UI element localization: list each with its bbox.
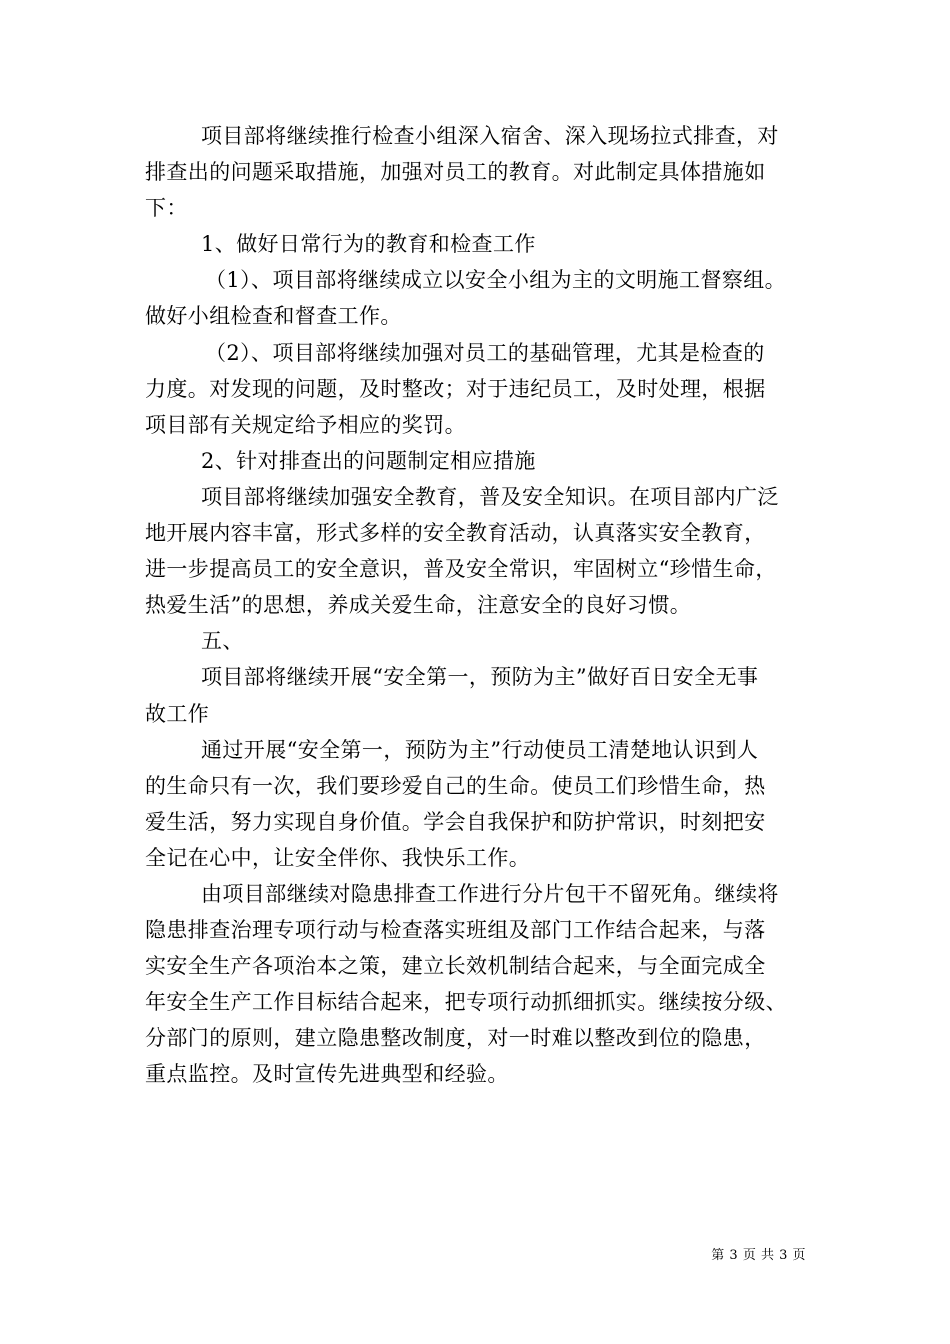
text-line: 项目部将继续加强安全教育，普及安全知识。在项目部内广泛 xyxy=(201,484,779,509)
text-line: 的生命只有一次，我们要珍爱自己的生命。使员工们珍惜生命，热 xyxy=(145,773,766,798)
text-line: 进一步提高员工的安全意识，普及安全常识，牢固树立“珍惜生命， xyxy=(145,557,777,582)
text-line: 项目部将继续开展“安全第一，预防为主”做好百日安全无事 xyxy=(201,665,759,690)
text-line: 项目部将继续推行检查小组深入宿舍、深入现场拉式排查，对 xyxy=(201,124,779,148)
paragraph-safety-first xyxy=(145,659,815,731)
text-line: 1、做好日常行为的教育和检查工作 xyxy=(201,232,536,257)
text-line: 做好小组检查和督查工作。 xyxy=(145,304,402,329)
section-heading-2 xyxy=(145,443,815,479)
text-line: 重点监控。及时宣传先进典型和经验。 xyxy=(145,1062,509,1087)
section-heading-1 xyxy=(145,226,815,262)
paragraph-intro xyxy=(145,118,815,226)
page-number-footer: 第 3 页 共 3 页 xyxy=(711,1248,806,1263)
text-line: 隐患排查治理专项行动与检查落实班组及部门工作结合起来，与落 xyxy=(145,918,766,943)
text-line: 力度。对发现的问题，及时整改；对于违纪员工，及时处理，根据 xyxy=(145,376,766,401)
text-line: 排查出的问题采取措施，加强对员工的教育。对此制定具体措施如 xyxy=(145,160,766,185)
text-line: 分部门的原则，建立隐患整改制度，对一时难以整改到位的隐患， xyxy=(145,1026,766,1051)
text-line: 项目部有关规定给予相应的奖罚。 xyxy=(145,412,466,437)
text-line: 年安全生产工作目标结合起来，把专项行动抓细抓实。继续按分级、 xyxy=(145,990,787,1015)
text-line: 通过开展“安全第一，预防为主”行动使员工清楚地认识到人 xyxy=(201,737,759,762)
paragraph-education xyxy=(145,479,815,623)
text-line: 全记在心中，让安全伴你、我快乐工作。 xyxy=(145,845,531,870)
text-line: 实安全生产各项治本之策，建立长效机制结合起来，与全面完成全 xyxy=(145,954,766,979)
text-line: 爱生活，努力实现自身价值。学会自我保护和防护常识，时刻把安 xyxy=(145,809,766,834)
paragraph-hazards xyxy=(145,876,815,1093)
text-line: 地开展内容丰富，形式多样的安全教育活动，认真落实安全教育， xyxy=(145,521,766,546)
text-line: 五、 xyxy=(201,629,244,654)
text-line: （2）、项目部将继续加强对员工的基础管理，尤其是检查的 xyxy=(205,340,765,365)
list-item-1-2 xyxy=(145,335,815,443)
text-line: 下： xyxy=(145,196,188,221)
text-line: 由项目部继续对隐患排查工作进行分片包干不留死角。继续将 xyxy=(201,881,779,906)
text-line: （1）、项目部将继续成立以安全小组为主的文明施工督察组。 xyxy=(205,268,787,293)
document-body xyxy=(145,118,815,1093)
paragraph-awareness xyxy=(145,732,815,876)
text-line: 故工作 xyxy=(145,701,210,726)
text-line: 2、针对排查出的问题制定相应措施 xyxy=(201,448,536,473)
text-line: 热爱生活”的思想，养成关爱生命，注意安全的良好习惯。 xyxy=(145,593,692,618)
section-heading-5 xyxy=(145,623,815,659)
list-item-1-1 xyxy=(145,262,815,334)
